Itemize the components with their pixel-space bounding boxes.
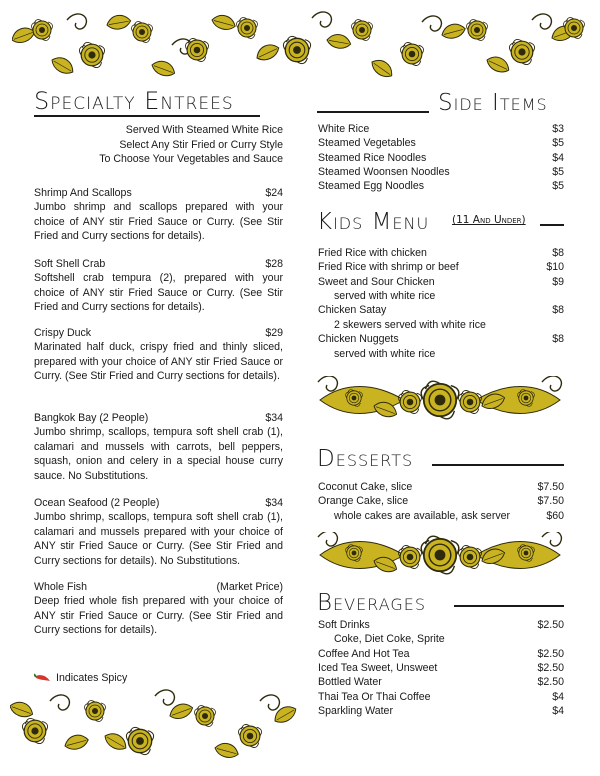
item-name: Bottled Water <box>318 676 382 689</box>
item-price: $60 <box>546 509 564 522</box>
item-price: $5 <box>552 137 564 150</box>
item-name: Coffee And Hot Tea <box>318 647 410 660</box>
item-note: served with white rice <box>334 289 436 302</box>
item-note: served with white rice <box>334 347 436 360</box>
item-description: Deep fried whole fish prepared with your choice of ANY stir Fried Sauce or Curry. (See Stir Fried and Curry sections for details). <box>34 595 283 637</box>
item-name: whole cakes are available, ask server <box>334 509 511 522</box>
side-items-list <box>318 122 564 193</box>
item-price: $8 <box>552 304 564 317</box>
item-name: Coconut Cake, slice <box>318 481 413 493</box>
specialty-title: Specialty Entrees <box>34 87 234 115</box>
item-price: $4 <box>552 705 564 718</box>
item-price: $7.50 <box>537 495 564 508</box>
side-items-rule <box>317 111 429 113</box>
intro-line: Served With Steamed White Rice <box>125 124 283 136</box>
item-price: $4 <box>552 690 564 703</box>
beverage-item <box>318 690 564 704</box>
item-name: Shrimp And Scallops <box>34 187 132 199</box>
item-price: $8 <box>552 247 564 259</box>
item-name: Orange Cake, slice <box>318 495 409 508</box>
kids-item <box>318 303 564 317</box>
side-items-title: Side Items <box>438 90 548 116</box>
item-price: $2.50 <box>537 619 564 631</box>
side-item <box>318 179 564 193</box>
specialty-item <box>34 326 283 384</box>
item-name: Chicken Nuggets <box>318 333 399 346</box>
specialty-item <box>34 580 283 638</box>
specialty-intro <box>34 123 283 167</box>
beverage-item <box>318 704 564 718</box>
item-name: Chicken Satay <box>318 304 387 317</box>
dessert-item <box>318 509 564 523</box>
beverage-item <box>318 618 564 632</box>
item-price: $9 <box>552 275 564 288</box>
desserts-title: Desserts <box>317 446 414 472</box>
item-name: Whole Fish <box>34 581 87 593</box>
desserts-list <box>318 480 564 523</box>
item-name: Iced Tea Sweet, Unsweet <box>318 662 438 675</box>
item-price: $34 <box>265 412 283 424</box>
beverages-list <box>318 618 564 718</box>
item-name: Steamed Egg Noodles <box>318 180 425 193</box>
item-name: White Rice <box>318 123 370 135</box>
item-price: $8 <box>552 333 564 346</box>
chili-icon <box>34 672 52 684</box>
item-description: Jumbo shrimp and scallops prepared with your choice of ANY stir Fried Sauce or Curry. (See Stir Fried and Curry sections for details). <box>34 201 283 243</box>
intro-line: To Choose Your Vegetables and Sauce <box>99 153 283 166</box>
item-description: Jumbo shrimp, scallops, tempura soft shell crab (1), calamari and mussels prepared with your choice of ANY stir Fried Sauce or Curry. (See Stir Fried and Curry sections for details). No Substitutions. <box>34 511 283 568</box>
item-description: Jumbo shrimp, scallops, tempura soft shell crab (1), calamari and mussels with carrots, bell peppers, squash, onion and celery in a special house curry sauce. No Substitutions. <box>34 426 283 483</box>
item-price: $2.50 <box>537 676 564 689</box>
specialty-title-underline <box>34 115 260 117</box>
item-name: Soft Shell Crab <box>34 258 106 270</box>
kids-subtitle: (11 And Under) <box>452 214 526 226</box>
floral-divider <box>314 532 566 578</box>
beverages-rule <box>454 605 564 607</box>
item-price: $5 <box>552 165 564 178</box>
bottom-floral-border <box>10 686 302 766</box>
kids-item <box>318 275 564 289</box>
item-price: $34 <box>265 497 283 509</box>
kids-list <box>318 246 564 361</box>
item-name: Sweet and Sour Chicken <box>318 275 435 288</box>
side-item <box>318 151 564 165</box>
item-name: Fried Rice with chicken <box>318 247 427 259</box>
item-price: $29 <box>265 327 283 339</box>
specialty-item <box>34 411 283 484</box>
item-name: Crispy Duck <box>34 327 92 339</box>
item-price: $3 <box>552 123 564 135</box>
item-description: Softshell crab tempura (2), prepared with your choice of ANY stir Fried Sauce or Curry. (See Stir Fried and Curry sections for details). <box>34 272 283 314</box>
item-name: Soft Drinks <box>318 619 370 631</box>
kids-item <box>318 332 564 346</box>
kids-rule <box>540 224 564 226</box>
item-name: Ocean Seafood (2 People) <box>34 497 160 509</box>
floral-divider <box>314 376 566 424</box>
item-price: $28 <box>265 258 283 270</box>
item-price: (Market Price) <box>216 581 283 593</box>
spicy-legend-text: Indicates Spicy <box>56 671 128 684</box>
specialty-item <box>34 496 283 569</box>
item-price: $24 <box>265 187 283 199</box>
beverage-item <box>318 647 564 661</box>
item-price: $2.50 <box>537 647 564 660</box>
spicy-legend <box>34 671 127 685</box>
item-name: Bangkok Bay (2 People) <box>34 412 149 424</box>
item-price: $5 <box>552 180 564 193</box>
item-name: Sparkling Water <box>318 705 393 718</box>
item-name: Steamed Vegetables <box>318 137 416 150</box>
kids-title: Kids Menu <box>317 209 430 235</box>
side-item <box>318 165 564 179</box>
desserts-rule <box>432 464 564 466</box>
item-note: 2 skewers served with white rice <box>334 318 486 331</box>
item-note: Coke, Diet Coke, Sprite <box>334 633 445 646</box>
item-name: Steamed Woonsen Noodles <box>318 165 450 178</box>
side-item <box>318 122 564 136</box>
item-price: $7.50 <box>537 481 564 493</box>
intro-line: Select Any Stir Fried or Curry Style <box>119 138 283 151</box>
kids-item <box>318 246 564 260</box>
item-name: Fried Rice with shrimp or beef <box>318 261 459 274</box>
beverage-item <box>318 675 564 689</box>
item-description: Marinated half duck, crispy fried and thinly sliced, prepared with your choice of ANY stir Fried Sauce or Curry. (See Stir Fried and Curry sections for details). <box>34 341 283 383</box>
item-price: $4 <box>552 151 564 164</box>
item-name: Steamed Rice Noodles <box>318 151 427 164</box>
item-name: Thai Tea Or Thai Coffee <box>318 690 431 703</box>
beverage-item <box>318 661 564 675</box>
specialty-item <box>34 257 283 315</box>
specialty-item <box>34 186 283 244</box>
item-price: $10 <box>546 261 564 274</box>
item-price: $2.50 <box>537 662 564 675</box>
kids-item <box>318 260 564 274</box>
beverages-title: Beverages <box>317 590 427 616</box>
dessert-item <box>318 494 564 508</box>
side-item <box>318 136 564 150</box>
top-floral-border <box>12 10 588 82</box>
dessert-item <box>318 480 564 494</box>
